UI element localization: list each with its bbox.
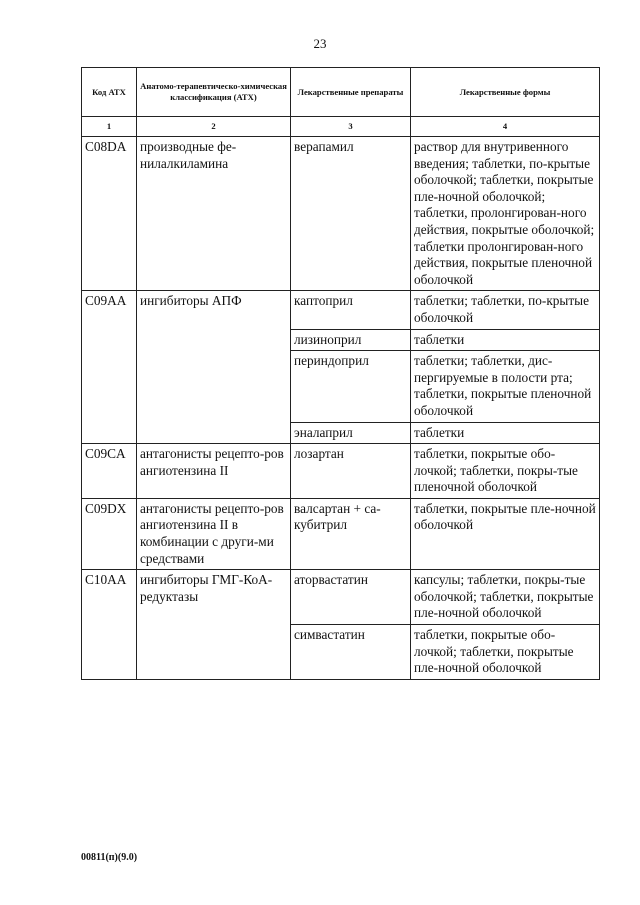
header-atx-code: Код АТХ	[82, 68, 137, 117]
table-row	[82, 498, 600, 569]
column-number: 1	[82, 117, 137, 137]
atx-code-cell: C10AA	[82, 570, 137, 680]
dosage-forms-cell: таблетки, покрытые пле-ночной оболочкой	[411, 498, 600, 569]
dosage-forms-cell: таблетки; таблетки, по-крытые оболочкой	[411, 291, 600, 329]
column-number: 3	[291, 117, 411, 137]
dosage-forms-cell: таблетки	[411, 329, 600, 351]
drug-name-cell: симвастатин	[291, 625, 411, 680]
dosage-forms-cell: раствор для внутривенного введения; таблетки, по-крытые оболочкой; таблетки, покрытые пле-ночной оболочкой; таблетки, пролонгирован-ного действия, покрытые оболочкой; таблетки пролонгирован-ного действия, покрытые пленочной оболочкой	[411, 137, 600, 291]
dosage-forms-cell: таблетки; таблетки, дис-пергируемые в полости рта; таблетки, покрытые пленочной оболочкой	[411, 351, 600, 422]
classification-cell: антагонисты рецепто-ров ангиотензина II в комбинации с други-ми средствами	[137, 498, 291, 569]
table-row	[82, 291, 600, 329]
dosage-forms-cell: таблетки, покрытые обо-лочкой; таблетки, покры-тые пленочной оболочкой	[411, 444, 600, 499]
atx-table	[81, 67, 600, 680]
table-row	[82, 137, 600, 291]
page-number: 23	[313, 36, 327, 51]
table-body	[82, 137, 600, 680]
drug-name-cell: лозартан	[291, 444, 411, 499]
dosage-forms-cell: таблетки	[411, 422, 600, 444]
column-number: 2	[137, 117, 291, 137]
drug-name-cell: верапамил	[291, 137, 411, 291]
drug-name-cell: периндоприл	[291, 351, 411, 422]
classification-cell: производные фе-нилалкиламина	[137, 137, 291, 291]
header-dosage-forms: Лекарственные формы	[411, 68, 600, 117]
table-row	[82, 444, 600, 499]
table-header	[82, 68, 600, 137]
classification-cell: ингибиторы ГМГ-КоА-редуктазы	[137, 570, 291, 680]
column-number: 4	[411, 117, 600, 137]
drug-name-cell: каптоприл	[291, 291, 411, 329]
drug-name-cell: аторвастатин	[291, 570, 411, 625]
dosage-forms-cell: таблетки, покрытые обо-лочкой; таблетки, покрытые пле-ночной оболочкой	[411, 625, 600, 680]
atx-code-cell: C09DX	[82, 498, 137, 569]
header-classification: Анатомо-терапевтическо-химическая классификация (АТХ)	[137, 68, 291, 117]
dosage-forms-cell: капсулы; таблетки, покры-тые оболочкой; таблетки, покрытые пле-ночной оболочкой	[411, 570, 600, 625]
drug-name-cell: эналаприл	[291, 422, 411, 444]
document-footer-code: 00811(п)(9.0)	[81, 852, 138, 863]
drug-name-cell: лизиноприл	[291, 329, 411, 351]
classification-cell: ингибиторы АПФ	[137, 291, 291, 444]
classification-cell: антагонисты рецепто-ров ангиотензина II	[137, 444, 291, 499]
drug-name-cell: валсартан + са-кубитрил	[291, 498, 411, 569]
table-row	[82, 570, 600, 625]
atx-code-cell: C09AA	[82, 291, 137, 444]
header-drugs: Лекарственные препараты	[291, 68, 411, 117]
atx-code-cell: C08DA	[82, 137, 137, 291]
atx-code-cell: C09CA	[82, 444, 137, 499]
